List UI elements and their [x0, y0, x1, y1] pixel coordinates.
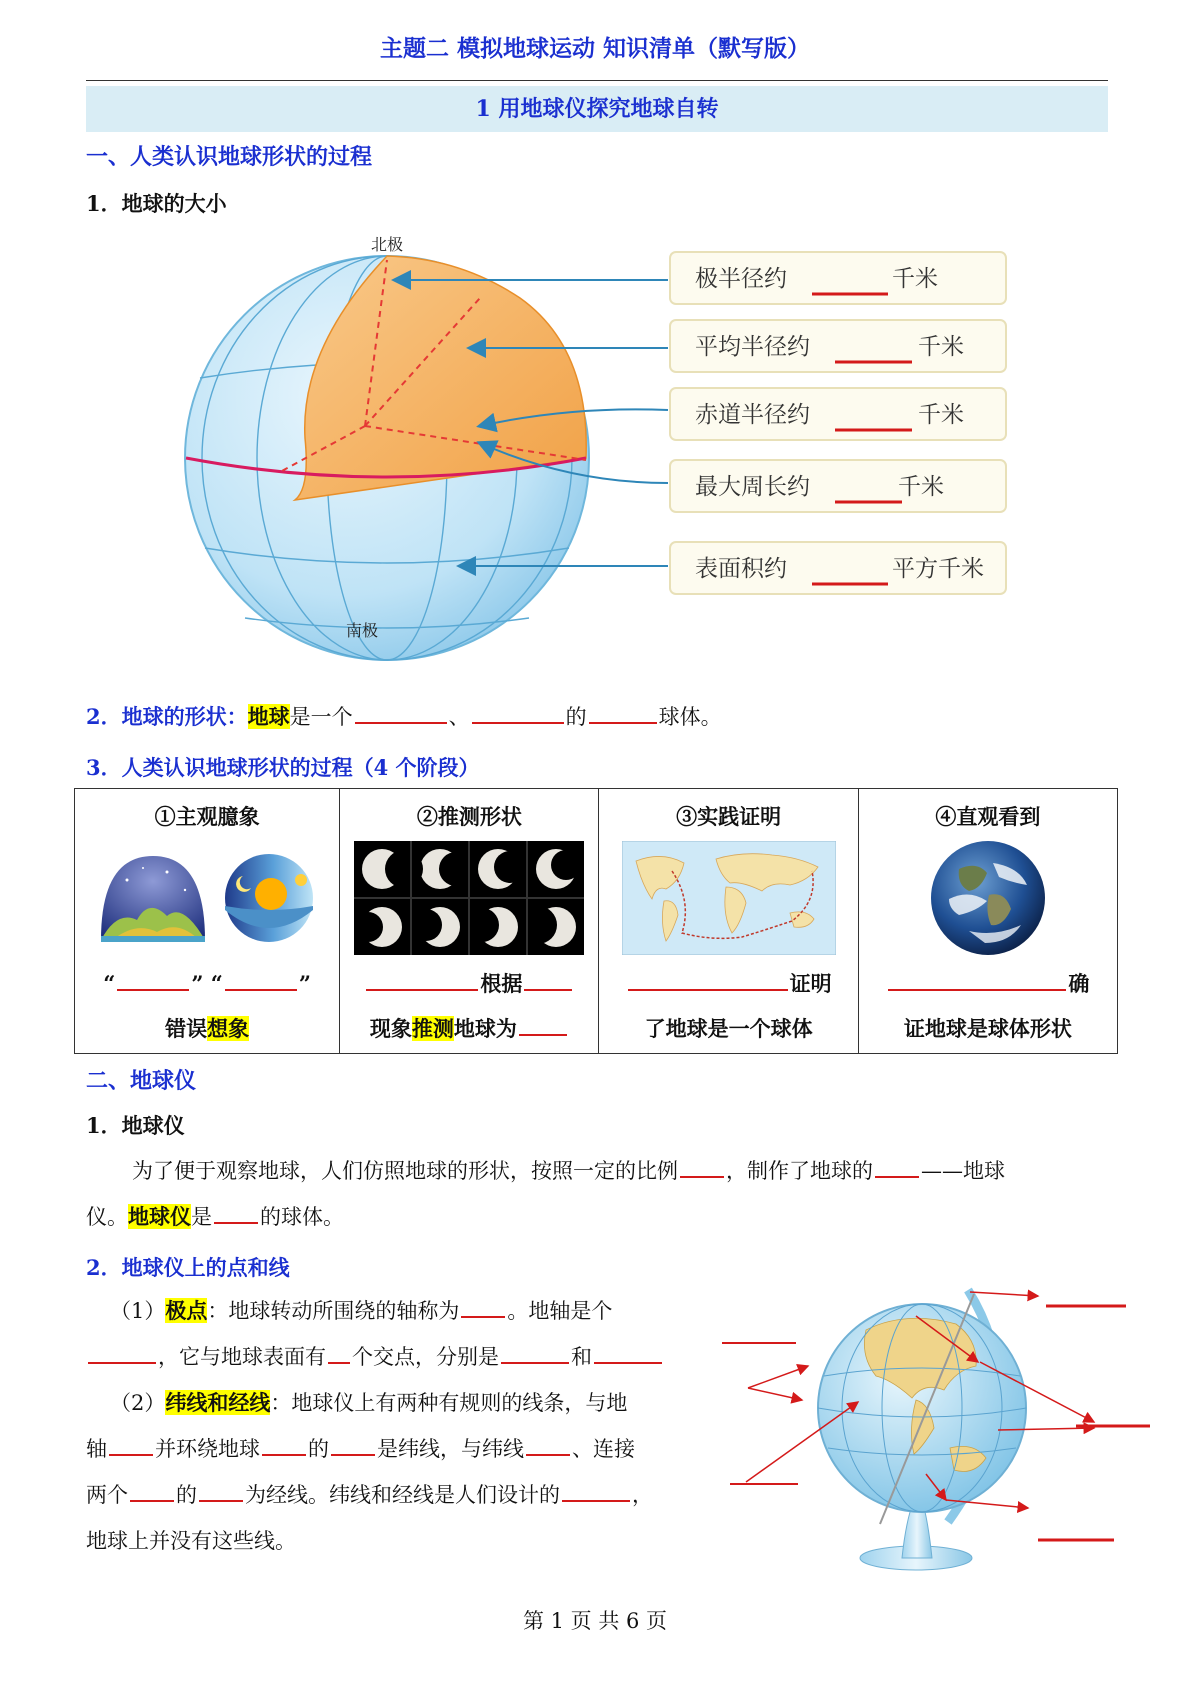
page-footer: 第 1 页 共 6 页 [522, 1609, 668, 1633]
stage-3-text-a: 证明 [789, 971, 832, 996]
stage-cell-2 [340, 789, 599, 1054]
blank-field[interactable] [355, 700, 447, 724]
blank-field[interactable] [526, 1432, 570, 1456]
stage-4-text-a: 确 [1068, 971, 1090, 996]
stage-images-2 [340, 835, 598, 961]
blank-field[interactable] [594, 1340, 662, 1364]
item2-text-j: ， [632, 1483, 653, 1507]
globe-paragraph-line-1 [86, 1148, 1108, 1194]
item2-text-d: 的 [308, 1437, 329, 1461]
globe-paragraph-line-2 [86, 1194, 1108, 1240]
earth-shape-text-3: 的 [565, 705, 587, 729]
item1-text-d: 个交点，分别是 [352, 1345, 499, 1369]
stage-line2-3: 了地球是一个球体 [644, 1016, 813, 1041]
item2-text-b: 轴 [86, 1437, 107, 1461]
part2-heading: 二、地球仪 [86, 1068, 197, 1094]
stage-images-3 [599, 835, 857, 961]
pl-line-6: 地球上并没有这些线。 [86, 1529, 296, 1553]
blank-field[interactable] [888, 967, 1066, 991]
blank-field[interactable] [680, 1154, 724, 1178]
blank-field[interactable] [524, 967, 572, 991]
stage-1-quote-mid: ” “ [191, 971, 223, 996]
blank-field[interactable] [501, 1340, 569, 1364]
box-equatorial-radius-post: 千米 [918, 402, 964, 428]
earth-photo-image [929, 839, 1047, 957]
stage-cell-3 [599, 789, 858, 1054]
box-mean-radius-post: 千米 [918, 334, 964, 360]
process-heading: 3．人类认识地球形状的过程（4 个阶段） [86, 755, 480, 780]
earth-shape-text-4: 球体。 [658, 705, 722, 729]
points-lines-text [86, 1288, 706, 1564]
points-lines-heading: 2．地球仪上的点和线 [86, 1255, 290, 1280]
blank-field[interactable] [88, 1340, 156, 1364]
blank-field[interactable] [117, 967, 189, 991]
north-pole-label: 北极 [370, 235, 404, 254]
stage-line2-2 [340, 1007, 598, 1051]
blank-field[interactable] [461, 1294, 505, 1318]
globe-text-4: 仪。 [86, 1205, 128, 1229]
globe-highlight: 地球仪 [128, 1204, 191, 1229]
blank-field[interactable] [130, 1478, 174, 1502]
earth-size-heading: 1．地球的大小 [86, 191, 227, 216]
earth-size-diagram [150, 228, 1030, 694]
blank-field[interactable] [109, 1432, 153, 1456]
stage-cell-1 [75, 789, 340, 1054]
globe-label-blank-1[interactable] [722, 1342, 796, 1344]
stage-line2-4: 证地球是球体形状 [903, 1016, 1072, 1041]
dome-world-image [97, 850, 209, 946]
box-polar-radius-pre: 极半径约 [695, 266, 787, 292]
stage-1-quote-open: “ [103, 971, 116, 996]
stage-2-text-a: 根据 [480, 971, 523, 996]
item1-text-a: ：地球转动所围绕的轴称为 [207, 1299, 460, 1323]
globe-text-3: ——地球 [921, 1159, 1005, 1183]
section-title-bar: 1 用地球仪探究地球自转 [86, 86, 1108, 132]
item2-number: （2） [110, 1391, 166, 1415]
sun-moon-image [221, 850, 317, 946]
earth-shape-label: 2．地球的形状： [86, 704, 248, 729]
blank-field[interactable] [225, 967, 297, 991]
stage-title-3: ③实践证明 [676, 804, 782, 829]
box-equatorial-radius-pre: 赤道半径约 [695, 402, 810, 428]
item1-label: 极点 [165, 1298, 208, 1323]
globe-text-1: 为了便于观察地球，人们仿照地球的形状，按照一定的比例 [132, 1159, 678, 1183]
earth-shape-text-2: 、 [448, 705, 470, 729]
globe-text-6: 的球体。 [260, 1205, 344, 1229]
title-divider [86, 80, 1108, 81]
stage-line2-1 [75, 1007, 339, 1051]
stage-title-4: ④直观看到 [935, 804, 1041, 829]
blank-field[interactable] [562, 1478, 630, 1502]
tellurion-diagram [716, 1280, 1156, 1576]
item2-label: 纬线和经线 [165, 1390, 271, 1415]
stage-images-1 [75, 835, 339, 961]
stage-cell-4 [858, 789, 1117, 1054]
south-pole-label: 南极 [345, 621, 379, 640]
pl-line-5 [86, 1472, 706, 1518]
item2-text-f: 、连接 [572, 1437, 635, 1461]
blank-field[interactable] [628, 967, 788, 991]
item1-number: （1） [110, 1299, 166, 1323]
box-circumference-pre: 最大周长约 [695, 474, 810, 500]
blank-field[interactable] [214, 1200, 258, 1224]
blank-field[interactable] [366, 967, 478, 991]
earth-shape-subject: 地球 [247, 704, 290, 729]
blank-field[interactable] [875, 1154, 919, 1178]
item2-text-a: ：地球仪上有两种有规则的线条，与地 [270, 1391, 628, 1415]
earth-shape-line [86, 694, 722, 740]
pl-line-4 [86, 1426, 706, 1472]
stage-2-text-b: 现象 [369, 1016, 412, 1041]
stage-images-4 [859, 835, 1117, 961]
box-circumference-post: 千米 [898, 474, 944, 500]
item2-text-c: 并环绕地球 [155, 1437, 260, 1461]
globe-text-2: ，制作了地球的 [726, 1159, 873, 1183]
part1-heading: 一、人类认识地球形状的过程 [86, 144, 373, 170]
item1-text-b: 。地轴是个 [507, 1299, 613, 1323]
globe-label-blank-2[interactable] [730, 1483, 798, 1485]
stage-2-text-c: 地球为 [453, 1016, 517, 1041]
blank-field[interactable] [262, 1432, 306, 1456]
pl-line-1 [86, 1288, 706, 1334]
document-title: 主题二 模拟地球运动 知识清单（默写版） [379, 35, 810, 62]
stage-1-text: 错误 [165, 1016, 208, 1041]
box-mean-radius-pre: 平均半径约 [695, 334, 810, 360]
globe-paragraph [86, 1148, 1108, 1240]
pl-line-2 [86, 1334, 706, 1380]
blank-field[interactable] [589, 700, 657, 724]
stage-1-quote-close: ” [298, 971, 311, 996]
stage-2-highlight: 推测 [411, 1016, 454, 1041]
blank-field[interactable] [331, 1432, 375, 1456]
blank-field[interactable] [328, 1340, 350, 1364]
item2-text-e: 是纬线，与纬线 [377, 1437, 524, 1461]
item1-text-c: ，它与地球表面有 [158, 1345, 326, 1369]
circumnavigation-map-image [622, 841, 836, 955]
globe-heading: 1．地球仪 [86, 1113, 185, 1138]
stage-line1-4 [859, 961, 1117, 1007]
stage-line1-1 [75, 961, 339, 1007]
item2-text-g: 两个 [86, 1483, 128, 1507]
lunar-eclipse-image [354, 841, 584, 955]
item2-text-i: 为经线。纬线和经线是人们设计的 [245, 1483, 560, 1507]
pl-line-3 [86, 1380, 706, 1426]
stages-table [74, 788, 1118, 1054]
stage-1-highlight: 想象 [207, 1016, 250, 1041]
stage-line1-2 [340, 961, 598, 1007]
blank-field[interactable] [199, 1478, 243, 1502]
globe-text-5: 是 [191, 1205, 212, 1229]
stage-title-2: ②推测形状 [416, 804, 522, 829]
item1-text-e: 和 [571, 1345, 592, 1369]
stage-title-1: ①主观臆象 [154, 804, 260, 829]
box-surface-area-post: 平方千米 [892, 556, 984, 582]
item2-text-h: 的 [176, 1483, 197, 1507]
blank-field[interactable] [472, 700, 564, 724]
box-polar-radius-post: 千米 [892, 266, 938, 292]
blank-field[interactable] [519, 1012, 567, 1036]
earth-shape-text-1: 是一个 [289, 705, 353, 729]
stage-line1-3 [599, 961, 857, 1007]
box-surface-area-pre: 表面积约 [695, 556, 787, 582]
